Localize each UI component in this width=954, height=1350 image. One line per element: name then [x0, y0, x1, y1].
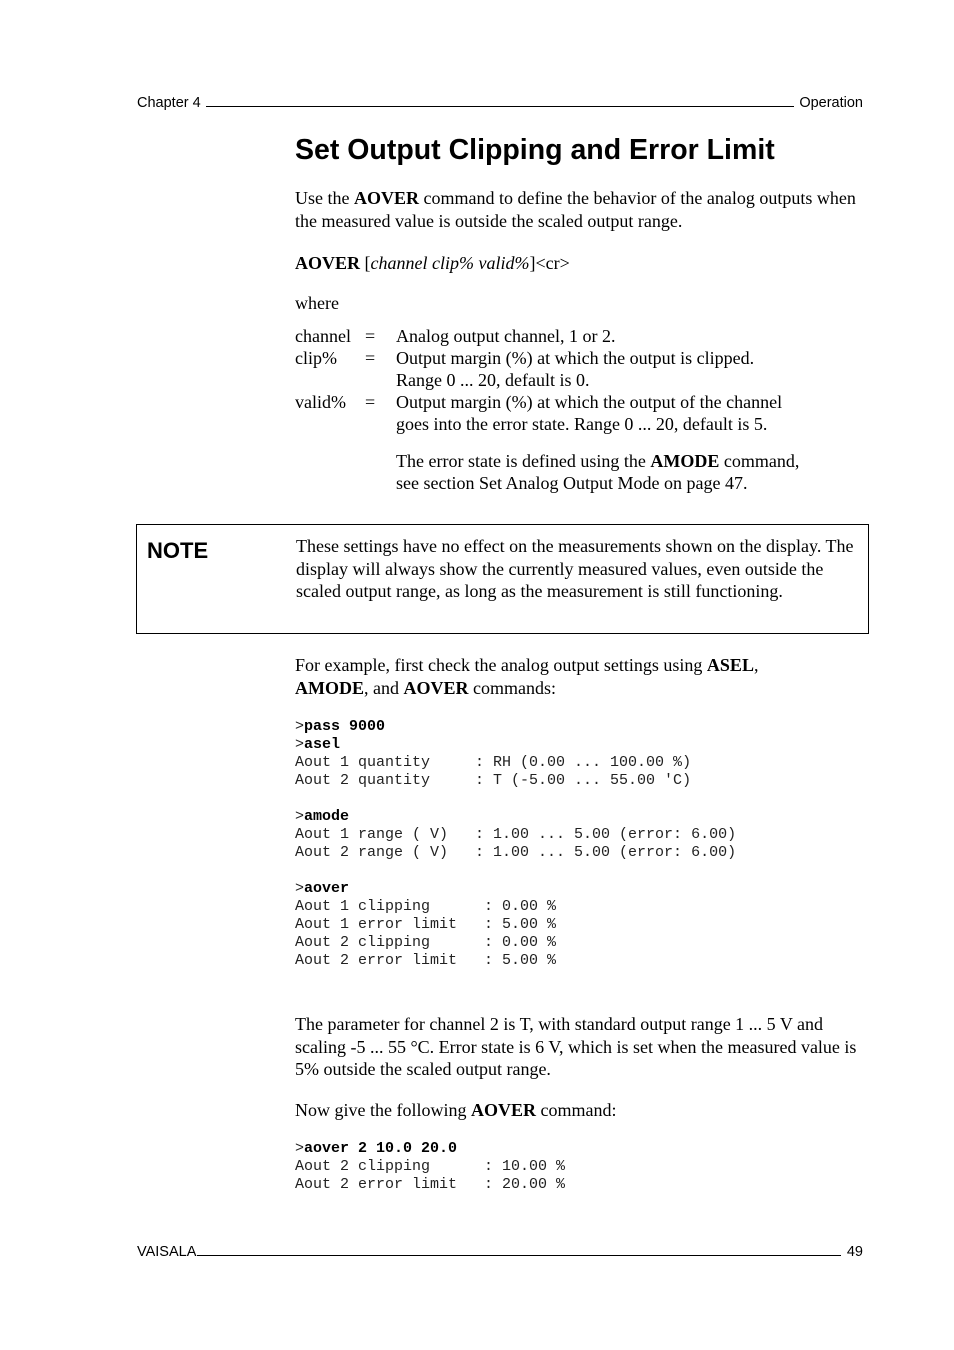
- error-state-command: AMODE: [650, 451, 720, 471]
- intro-command: AOVER: [353, 188, 419, 208]
- equals-sign: =: [365, 348, 376, 368]
- error-state-pre: The error state is defined using the: [396, 451, 651, 471]
- code-command-amode: amode: [304, 808, 350, 825]
- desc-channel: Analog output channel, 1 or 2.: [396, 326, 616, 346]
- example-sep2: , and: [364, 677, 404, 698]
- code-line: [295, 808, 736, 826]
- code-prompt: >: [295, 736, 305, 753]
- desc-clip-line2: Range 0 ... 20, default is 0.: [396, 370, 590, 390]
- command-syntax: [295, 252, 570, 275]
- definition-clip: [295, 347, 846, 369]
- example-cmd-aover: AOVER: [403, 677, 469, 698]
- code-line: [295, 1140, 565, 1158]
- definition-valid: [295, 391, 846, 413]
- note-text: These settings have no effect on the measurements shown on the display. The display will always show the currently measured values, even outside the scaled output range, as long as the measurement is still functioning.: [296, 536, 854, 601]
- section-title: Set Output Clipping and Error Limit: [295, 134, 775, 166]
- term-clip: clip%: [295, 348, 337, 368]
- error-state-line1: [396, 450, 846, 472]
- code-prompt: >: [295, 1140, 305, 1157]
- desc-clip-line1: Output margin (%) at which the output is clipped.: [396, 348, 755, 368]
- code-block-aover: [295, 1140, 565, 1194]
- note-label: NOTE: [147, 538, 209, 563]
- page-header: [137, 89, 863, 111]
- code-output-line: Aout 1 clipping : 0.00 %: [295, 898, 557, 915]
- syntax-command: AOVER: [295, 253, 361, 273]
- page-footer: [137, 1238, 863, 1260]
- code-output-line: Aout 2 range ( V) : 1.00 ... 5.00 (error: 6.00): [295, 844, 737, 861]
- intro-text-pre: Use the: [295, 188, 354, 208]
- syntax-params: channel clip% valid%: [370, 253, 530, 273]
- where-label: where: [295, 293, 339, 313]
- example-cmd-asel: ASEL: [706, 655, 754, 675]
- code-prompt: >: [295, 880, 305, 897]
- code-command-pass: pass 9000: [304, 718, 386, 735]
- example-sep1: ,: [753, 655, 759, 675]
- footer-rule: [197, 1255, 840, 1256]
- syntax-close: ]<cr>: [529, 253, 570, 273]
- code-prompt: >: [295, 808, 305, 825]
- term-channel: channel: [295, 326, 351, 346]
- code-command-aover-set: aover 2 10.0 20.0: [304, 1140, 458, 1157]
- code-output-line: Aout 2 quantity : T (-5.00 ... 55.00 'C): [295, 772, 692, 789]
- code-output-line: Aout 2 clipping : 10.00 %: [295, 1158, 566, 1175]
- now-give-command: AOVER: [470, 1100, 536, 1120]
- header-rule: [206, 106, 795, 107]
- definition-clip-cont: [295, 369, 846, 391]
- equals-sign: =: [365, 326, 376, 346]
- code-block-example: [295, 718, 736, 970]
- syntax-open: [: [360, 253, 371, 273]
- equals-sign: =: [365, 392, 376, 412]
- definition-valid-cont: [295, 413, 846, 435]
- definition-channel: [295, 325, 846, 347]
- intro-text-post: command to define the behavior of the analog outputs when the measured value is outside the scaled output range.: [295, 188, 856, 231]
- error-state-line2: see section Set Analog Output Mode on page 47.: [396, 473, 748, 493]
- code-output-line: Aout 1 quantity : RH (0.00 ... 100.00 %): [295, 754, 692, 771]
- code-prompt: >: [295, 718, 305, 735]
- code-output-line: Aout 1 range ( V) : 1.00 ... 5.00 (error: 6.00): [295, 826, 737, 843]
- error-state-note-cont: [295, 472, 846, 494]
- desc-valid-line2: goes into the error state. Range 0 ... 20, default is 5.: [396, 414, 768, 434]
- code-output-line: Aout 2 clipping : 0.00 %: [295, 934, 557, 951]
- header-section: Operation: [799, 95, 863, 111]
- code-command-aover: aover: [304, 880, 350, 897]
- parameter-explanation: The parameter for channel 2 is T, with standard output range 1 ... 5 V and scaling -5 ... 55 °C. Error state is 6 V, which is set when the measured value is 5% outside the scaled output range.: [295, 1014, 857, 1079]
- code-command-asel: asel: [304, 736, 341, 753]
- desc-valid-line1: Output margin (%) at which the output of the channel: [396, 392, 783, 412]
- parameter-definitions: [295, 325, 846, 494]
- term-valid: valid%: [295, 392, 346, 412]
- note-box: [136, 524, 869, 634]
- example-intro: [295, 654, 835, 699]
- footer-brand: VAISALA: [137, 1244, 197, 1260]
- code-line: [295, 880, 736, 898]
- code-output-line: Aout 2 error limit : 5.00 %: [295, 952, 557, 969]
- code-output-line: Aout 1 error limit : 5.00 %: [295, 916, 557, 933]
- code-line: [295, 718, 736, 736]
- example-cmd-amode: AMODE: [295, 677, 364, 698]
- error-state-note: [295, 450, 846, 472]
- code-line: [295, 736, 736, 754]
- intro-paragraph: [295, 187, 860, 232]
- code-output-line: Aout 2 error limit : 20.00 %: [295, 1176, 566, 1193]
- page-number: 49: [846, 1244, 863, 1260]
- now-give-paragraph: [295, 1099, 616, 1122]
- header-chapter: Chapter 4: [137, 95, 201, 111]
- example-intro-pre: For example, first check the analog output settings using: [295, 655, 707, 675]
- example-intro-post: commands:: [468, 677, 557, 698]
- now-give-pre: Now give the following: [295, 1100, 471, 1120]
- now-give-post: command:: [536, 1100, 617, 1120]
- error-state-post: command,: [719, 451, 800, 471]
